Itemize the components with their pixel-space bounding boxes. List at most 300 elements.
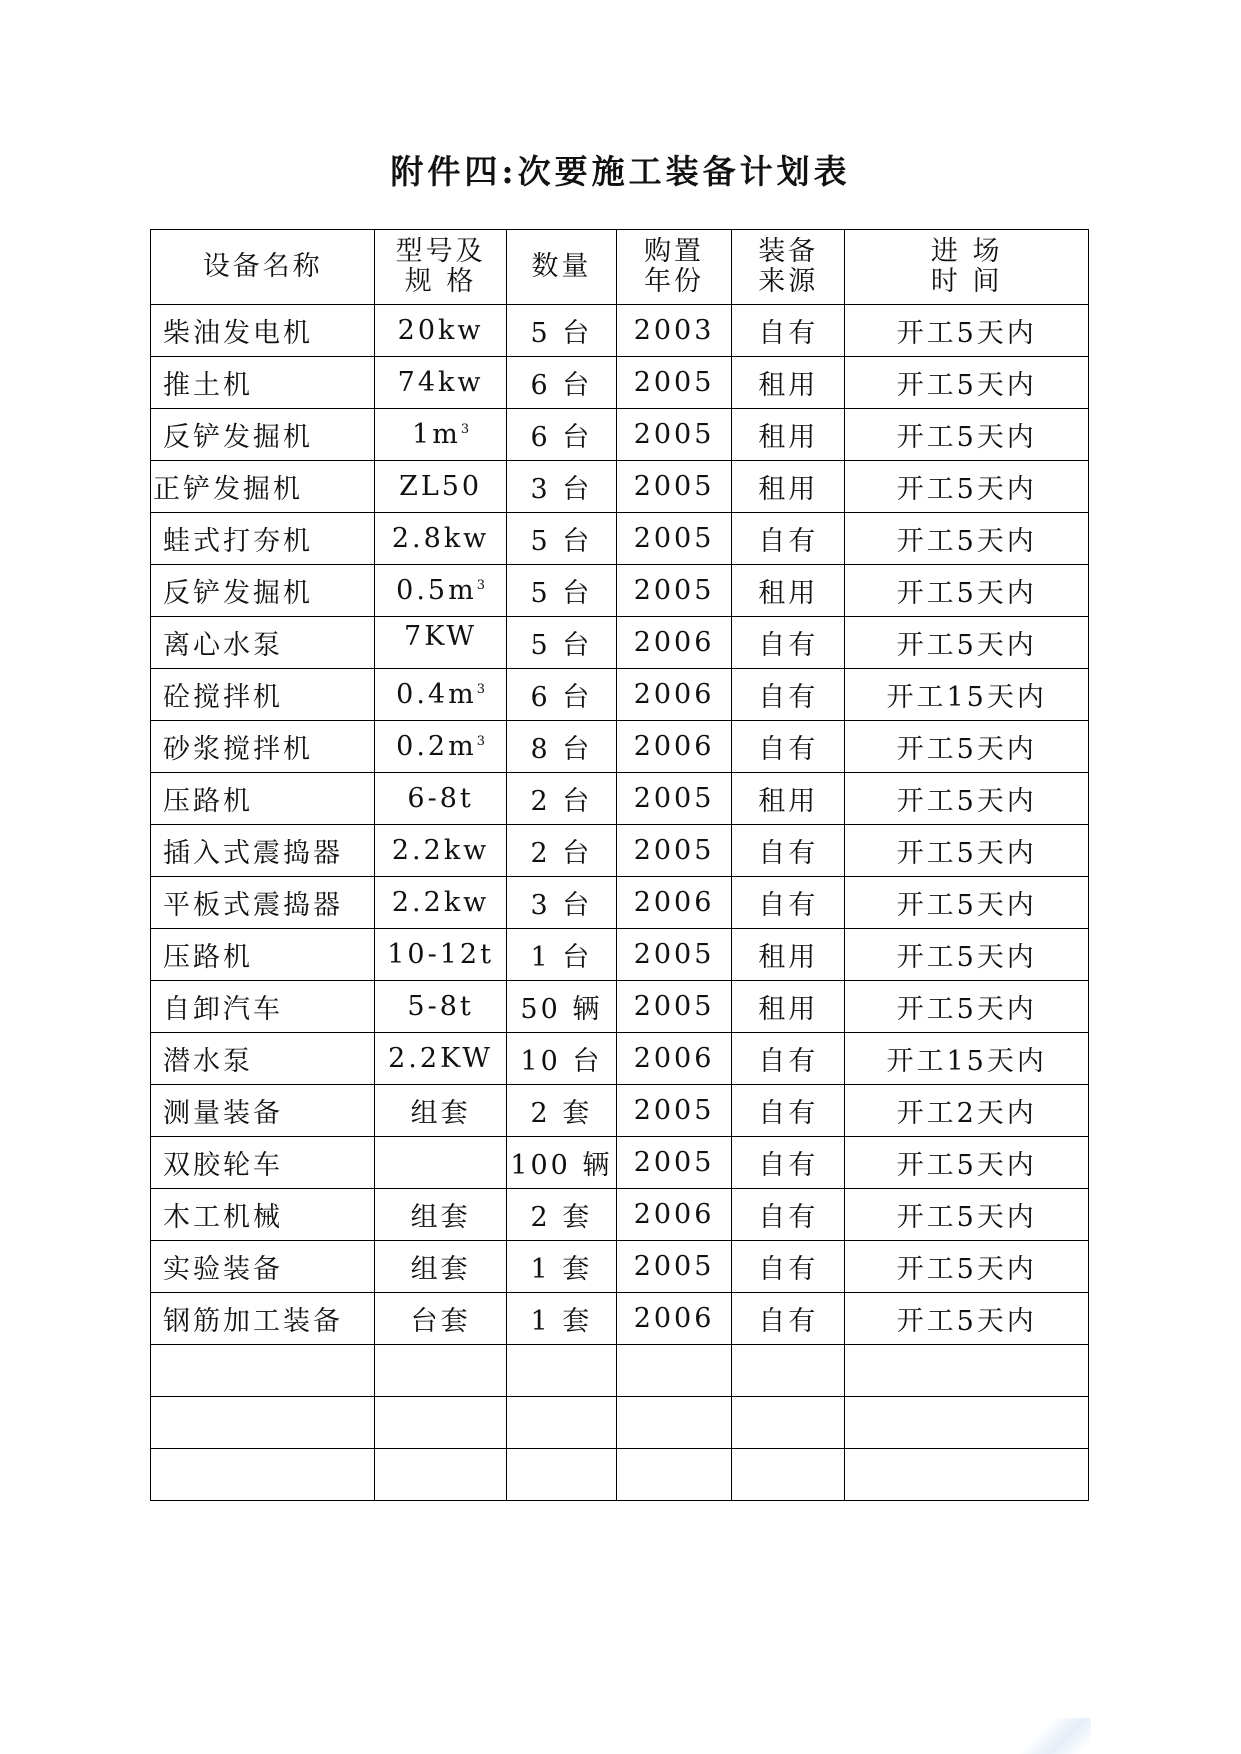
cell-name <box>151 565 375 617</box>
cell-qty-text: 5 台 <box>530 630 593 661</box>
cell-source <box>732 721 845 773</box>
cell-time <box>845 825 1089 877</box>
cell-qty <box>506 513 616 565</box>
table-row <box>151 721 1089 773</box>
cell-name-text: 砂浆搅拌机 <box>163 734 313 765</box>
cell-time-text: 开工5天内 <box>896 890 1037 921</box>
empty-cell <box>375 1449 506 1501</box>
cell-source-text: 租用 <box>758 786 819 817</box>
cell-time <box>845 409 1089 461</box>
cell-time-text: 开工5天内 <box>896 370 1037 401</box>
cell-qty <box>506 305 616 357</box>
cell-spec <box>375 773 506 825</box>
cell-year <box>616 461 731 513</box>
table-row <box>151 1085 1089 1137</box>
page-title: 附件四:次要施工装备计划表 <box>390 152 851 191</box>
cell-name-text: 离心水泵 <box>163 630 283 661</box>
cell-qty <box>506 357 616 409</box>
header-source-line-2: 来源 <box>758 266 819 297</box>
cell-name-text: 反铲发掘机 <box>163 422 313 453</box>
cell-qty <box>506 1189 616 1241</box>
cell-year <box>616 929 731 981</box>
header-year-line-1: 购置 <box>644 236 705 267</box>
cell-time <box>845 1293 1089 1345</box>
table-row <box>151 513 1089 565</box>
cell-name <box>151 461 375 513</box>
empty-cell <box>151 1397 375 1449</box>
header-qty <box>506 230 616 305</box>
cell-qty <box>506 1241 616 1293</box>
cell-source-text: 自有 <box>758 1150 819 1181</box>
cell-year-text: 2006 <box>633 1199 715 1230</box>
cell-source <box>732 357 845 409</box>
cell-time <box>845 773 1089 825</box>
cell-source <box>732 773 845 825</box>
cell-qty <box>506 1293 616 1345</box>
cell-name <box>151 1293 375 1345</box>
cell-time-text: 开工2天内 <box>896 1098 1037 1129</box>
cell-time-text: 开工15天内 <box>886 682 1047 713</box>
empty-cell <box>845 1449 1089 1501</box>
cell-time-text: 开工5天内 <box>896 994 1037 1025</box>
cell-time <box>845 981 1089 1033</box>
cell-spec <box>375 981 506 1033</box>
cell-qty <box>506 1085 616 1137</box>
cell-spec-text: 20kw <box>397 315 484 346</box>
cell-year <box>616 721 731 773</box>
cell-name <box>151 409 375 461</box>
table-body <box>151 305 1089 1501</box>
cell-spec-text: 2.2KW <box>388 1043 494 1074</box>
cell-spec <box>375 1085 506 1137</box>
cell-name-text: 蛙式打夯机 <box>163 526 313 557</box>
cell-spec <box>375 409 506 461</box>
header-time-line-2: 时 间 <box>930 266 1003 297</box>
cell-name-text: 钢筋加工装备 <box>163 1306 343 1337</box>
cell-name-text: 反铲发掘机 <box>163 578 313 609</box>
cell-time-text: 开工5天内 <box>896 942 1037 973</box>
cell-source-text: 租用 <box>758 474 819 505</box>
cell-time-text: 开工5天内 <box>896 838 1037 869</box>
header-row <box>151 230 1089 305</box>
cell-name <box>151 929 375 981</box>
cell-year-text: 2005 <box>633 471 715 502</box>
cell-year <box>616 1189 731 1241</box>
cell-spec-text: 6-8t <box>407 783 474 814</box>
cell-year <box>616 357 731 409</box>
cell-qty-text: 10 台 <box>520 1046 603 1077</box>
cell-source-text: 租用 <box>758 422 819 453</box>
cell-name-text: 砼搅拌机 <box>163 682 283 713</box>
cell-source-text: 自有 <box>758 526 819 557</box>
cell-year-text: 2006 <box>633 679 715 710</box>
cell-source <box>732 929 845 981</box>
empty-cell <box>375 1397 506 1449</box>
empty-row <box>151 1397 1089 1449</box>
cell-qty <box>506 669 616 721</box>
cell-source-text: 自有 <box>758 1306 819 1337</box>
header-spec-line-1: 型号及 <box>395 236 486 267</box>
table-row <box>151 1137 1089 1189</box>
cell-time-text: 开工5天内 <box>896 578 1037 609</box>
cell-name-text: 测量装备 <box>163 1098 283 1129</box>
cell-name-text: 实验装备 <box>163 1254 283 1285</box>
header-source <box>732 230 845 305</box>
cell-time-text: 开工5天内 <box>896 318 1037 349</box>
cell-source <box>732 877 845 929</box>
cell-qty <box>506 773 616 825</box>
header-spec-line-2: 规 格 <box>404 266 477 297</box>
cell-spec <box>375 1189 506 1241</box>
cell-year-text: 2005 <box>633 783 715 814</box>
cell-time-text: 开工5天内 <box>896 1202 1037 1233</box>
header-time-line-1: 进 场 <box>930 236 1003 267</box>
cell-year <box>616 773 731 825</box>
equipment-plan-table <box>150 229 1089 1501</box>
cell-spec <box>375 929 506 981</box>
empty-cell <box>732 1397 845 1449</box>
cell-qty-text: 2 台 <box>530 786 593 817</box>
empty-cell <box>151 1449 375 1501</box>
cell-time <box>845 1137 1089 1189</box>
cell-time <box>845 1189 1089 1241</box>
cell-name-text: 自卸汽车 <box>163 994 283 1025</box>
cell-time-text: 开工15天内 <box>886 1046 1047 1077</box>
cell-qty-text: 1 套 <box>530 1306 593 1337</box>
cell-spec-text: 组套 <box>410 1254 471 1285</box>
cell-name-text: 压路机 <box>163 786 253 817</box>
cell-spec <box>375 1241 506 1293</box>
cell-name-text: 平板式震捣器 <box>163 890 343 921</box>
cell-source-text: 自有 <box>758 1254 819 1285</box>
cell-spec-text: 组套 <box>410 1202 471 1233</box>
empty-cell <box>732 1345 845 1397</box>
cell-time <box>845 357 1089 409</box>
cell-source <box>732 461 845 513</box>
cell-qty-text: 2 台 <box>530 838 593 869</box>
cell-name <box>151 305 375 357</box>
cell-name <box>151 1085 375 1137</box>
cell-spec <box>375 513 506 565</box>
cell-name <box>151 669 375 721</box>
cell-qty-text: 6 台 <box>530 370 593 401</box>
header-year <box>616 230 731 305</box>
cell-name-text: 正铲发掘机 <box>153 474 303 505</box>
cell-year <box>616 1293 731 1345</box>
cell-spec <box>375 1293 506 1345</box>
table-row <box>151 357 1089 409</box>
cell-source-text: 租用 <box>758 370 819 401</box>
table-row <box>151 877 1089 929</box>
cell-source-text: 自有 <box>758 838 819 869</box>
cell-spec <box>375 565 506 617</box>
cubic-superscript: 3 <box>476 734 485 749</box>
table-row <box>151 929 1089 981</box>
cell-name <box>151 1033 375 1085</box>
cubic-superscript: 3 <box>476 578 485 593</box>
cell-spec-text: 组套 <box>410 1098 471 1129</box>
cubic-superscript: 3 <box>460 422 470 437</box>
cell-source-text: 租用 <box>758 994 819 1025</box>
cell-year-text: 2006 <box>633 1043 715 1074</box>
cell-year <box>616 1033 731 1085</box>
cell-spec-text: 1m <box>412 419 461 450</box>
cell-name <box>151 721 375 773</box>
header-name-line: 设备名称 <box>202 251 323 282</box>
cell-spec <box>375 461 506 513</box>
cell-spec-text: 7KW <box>404 621 478 652</box>
cell-spec-text: 0.2m <box>396 731 477 762</box>
cell-time <box>845 461 1089 513</box>
cell-spec <box>375 617 506 669</box>
cell-qty-text: 100 辆 <box>510 1150 613 1181</box>
cubic-superscript: 3 <box>476 682 485 697</box>
cell-year <box>616 513 731 565</box>
watermark-mark <box>1021 1718 1091 1754</box>
table-row <box>151 1033 1089 1085</box>
cell-qty-text: 50 辆 <box>520 994 603 1025</box>
cell-year <box>616 1241 731 1293</box>
empty-cell <box>506 1397 616 1449</box>
cell-year-text: 2006 <box>633 627 715 658</box>
cell-qty <box>506 825 616 877</box>
cell-spec <box>375 357 506 409</box>
cell-time-text: 开工5天内 <box>896 474 1037 505</box>
cell-time-text: 开工5天内 <box>896 630 1037 661</box>
cell-time <box>845 929 1089 981</box>
table-row <box>151 1293 1089 1345</box>
table-row <box>151 617 1089 669</box>
cell-year <box>616 877 731 929</box>
cell-source-text: 自有 <box>758 890 819 921</box>
cell-qty-text: 6 台 <box>530 422 593 453</box>
cell-spec-text: 5-8t <box>407 991 474 1022</box>
table-row <box>151 773 1089 825</box>
cell-year <box>616 669 731 721</box>
empty-row <box>151 1449 1089 1501</box>
cell-year-text: 2006 <box>633 731 715 762</box>
header-time <box>845 230 1089 305</box>
cell-qty-text: 1 套 <box>530 1254 593 1285</box>
cell-source <box>732 1033 845 1085</box>
cell-name <box>151 1137 375 1189</box>
cell-qty <box>506 565 616 617</box>
cell-qty <box>506 1033 616 1085</box>
cell-qty <box>506 1137 616 1189</box>
cell-year-text: 2005 <box>633 367 715 398</box>
cell-name-text: 双胶轮车 <box>163 1150 283 1181</box>
cell-year-text: 2005 <box>633 835 715 866</box>
cell-time <box>845 1033 1089 1085</box>
table-row <box>151 1241 1089 1293</box>
cell-spec-text: 74kw <box>397 367 484 398</box>
cell-name <box>151 981 375 1033</box>
header-qty-line: 数量 <box>531 251 592 282</box>
header-source-line-1: 装备 <box>758 236 819 267</box>
cell-time-text: 开工5天内 <box>896 734 1037 765</box>
cell-spec-text: 2.2kw <box>391 887 490 918</box>
table-row <box>151 669 1089 721</box>
table-row <box>151 825 1089 877</box>
cell-qty <box>506 929 616 981</box>
cell-time <box>845 669 1089 721</box>
cell-source <box>732 981 845 1033</box>
cell-year-text: 2006 <box>633 1303 715 1334</box>
cell-spec <box>375 877 506 929</box>
cell-source <box>732 669 845 721</box>
cell-source-text: 自有 <box>758 1046 819 1077</box>
cell-source <box>732 409 845 461</box>
cell-spec <box>375 825 506 877</box>
table-row <box>151 409 1089 461</box>
cell-qty <box>506 409 616 461</box>
cell-name <box>151 825 375 877</box>
table-row <box>151 305 1089 357</box>
cell-spec-text: 10-12t <box>387 939 494 970</box>
cell-name-text: 木工机械 <box>163 1202 283 1233</box>
empty-cell <box>151 1345 375 1397</box>
cell-qty <box>506 981 616 1033</box>
cell-source-text: 租用 <box>758 578 819 609</box>
cell-name-text: 推土机 <box>163 370 253 401</box>
cell-time-text: 开工5天内 <box>896 526 1037 557</box>
empty-row <box>151 1345 1089 1397</box>
cell-time-text: 开工5天内 <box>896 422 1037 453</box>
cell-spec-text: ZL50 <box>399 471 483 502</box>
cell-year <box>616 409 731 461</box>
cell-name-text: 插入式震捣器 <box>163 838 343 869</box>
cell-qty-text: 6 台 <box>530 682 593 713</box>
cell-year-text: 2005 <box>633 991 715 1022</box>
cell-year-text: 2005 <box>633 523 715 554</box>
cell-name <box>151 877 375 929</box>
cell-name-text: 柴油发电机 <box>163 318 313 349</box>
cell-spec-text: 2.8kw <box>391 523 490 554</box>
cell-year-text: 2005 <box>633 939 715 970</box>
cell-year <box>616 1137 731 1189</box>
cell-qty <box>506 877 616 929</box>
cell-spec <box>375 1137 506 1189</box>
cell-name-text: 压路机 <box>163 942 253 973</box>
cell-name <box>151 357 375 409</box>
cell-spec <box>375 669 506 721</box>
cell-source-text: 自有 <box>758 682 819 713</box>
cell-spec <box>375 1033 506 1085</box>
empty-cell <box>845 1345 1089 1397</box>
cell-source-text: 自有 <box>758 1202 819 1233</box>
cell-time-text: 开工5天内 <box>896 786 1037 817</box>
cell-source <box>732 1085 845 1137</box>
cell-source-text: 自有 <box>758 734 819 765</box>
cell-spec <box>375 305 506 357</box>
cell-source-text: 自有 <box>758 1098 819 1129</box>
cell-source <box>732 825 845 877</box>
cell-source <box>732 513 845 565</box>
empty-cell <box>845 1397 1089 1449</box>
cell-year <box>616 1085 731 1137</box>
cell-year-text: 2003 <box>633 315 715 346</box>
cell-qty-text: 8 台 <box>530 734 593 765</box>
cell-time <box>845 877 1089 929</box>
cell-year-text: 2005 <box>633 1251 715 1282</box>
cell-qty <box>506 617 616 669</box>
cell-source <box>732 565 845 617</box>
cell-qty <box>506 721 616 773</box>
cell-name-text: 潜水泵 <box>163 1046 253 1077</box>
cell-qty-text: 2 套 <box>530 1202 593 1233</box>
empty-cell <box>616 1345 731 1397</box>
cell-source-text: 租用 <box>758 942 819 973</box>
cell-time <box>845 305 1089 357</box>
cell-year <box>616 617 731 669</box>
cell-spec-text: 0.5m <box>396 575 477 606</box>
cell-qty-text: 5 台 <box>530 318 593 349</box>
cell-time-text: 开工5天内 <box>896 1150 1037 1181</box>
empty-cell <box>506 1345 616 1397</box>
cell-spec-text: 2.2kw <box>391 835 490 866</box>
cell-time <box>845 721 1089 773</box>
cell-name <box>151 513 375 565</box>
cell-spec <box>375 721 506 773</box>
cell-source-text: 自有 <box>758 318 819 349</box>
cell-time-text: 开工5天内 <box>896 1254 1037 1285</box>
empty-cell <box>616 1397 731 1449</box>
cell-qty-text: 3 台 <box>530 474 593 505</box>
cell-source <box>732 305 845 357</box>
cell-qty-text: 5 台 <box>530 578 593 609</box>
cell-spec-text: 0.4m <box>396 679 477 710</box>
cell-year <box>616 981 731 1033</box>
cell-time <box>845 513 1089 565</box>
header-year-line-2: 年份 <box>644 266 705 297</box>
cell-time <box>845 1241 1089 1293</box>
cell-year-text: 2005 <box>633 419 715 450</box>
cell-qty-text: 5 台 <box>530 526 593 557</box>
cell-year <box>616 565 731 617</box>
cell-year-text: 2005 <box>633 1095 715 1126</box>
cell-name <box>151 617 375 669</box>
cell-year-text: 2005 <box>633 1147 715 1178</box>
cell-year-text: 2005 <box>633 575 715 606</box>
empty-cell <box>732 1449 845 1501</box>
cell-source <box>732 1293 845 1345</box>
empty-cell <box>616 1449 731 1501</box>
empty-cell <box>506 1449 616 1501</box>
cell-time <box>845 617 1089 669</box>
cell-source <box>732 1241 845 1293</box>
cell-source <box>732 617 845 669</box>
cell-qty <box>506 461 616 513</box>
cell-time <box>845 565 1089 617</box>
cell-qty-text: 1 台 <box>530 942 593 973</box>
cell-time <box>845 1085 1089 1137</box>
cell-source <box>732 1137 845 1189</box>
cell-name <box>151 1241 375 1293</box>
empty-cell <box>375 1345 506 1397</box>
table-row <box>151 565 1089 617</box>
cell-spec-text: 台套 <box>410 1306 471 1337</box>
cell-year <box>616 305 731 357</box>
cell-time-text: 开工5天内 <box>896 1306 1037 1337</box>
cell-year-text: 2006 <box>633 887 715 918</box>
cell-source <box>732 1189 845 1241</box>
table-row <box>151 981 1089 1033</box>
cell-name <box>151 773 375 825</box>
cell-year <box>616 825 731 877</box>
table-row <box>151 1189 1089 1241</box>
header-name <box>151 230 375 305</box>
cell-qty-text: 2 套 <box>530 1098 593 1129</box>
